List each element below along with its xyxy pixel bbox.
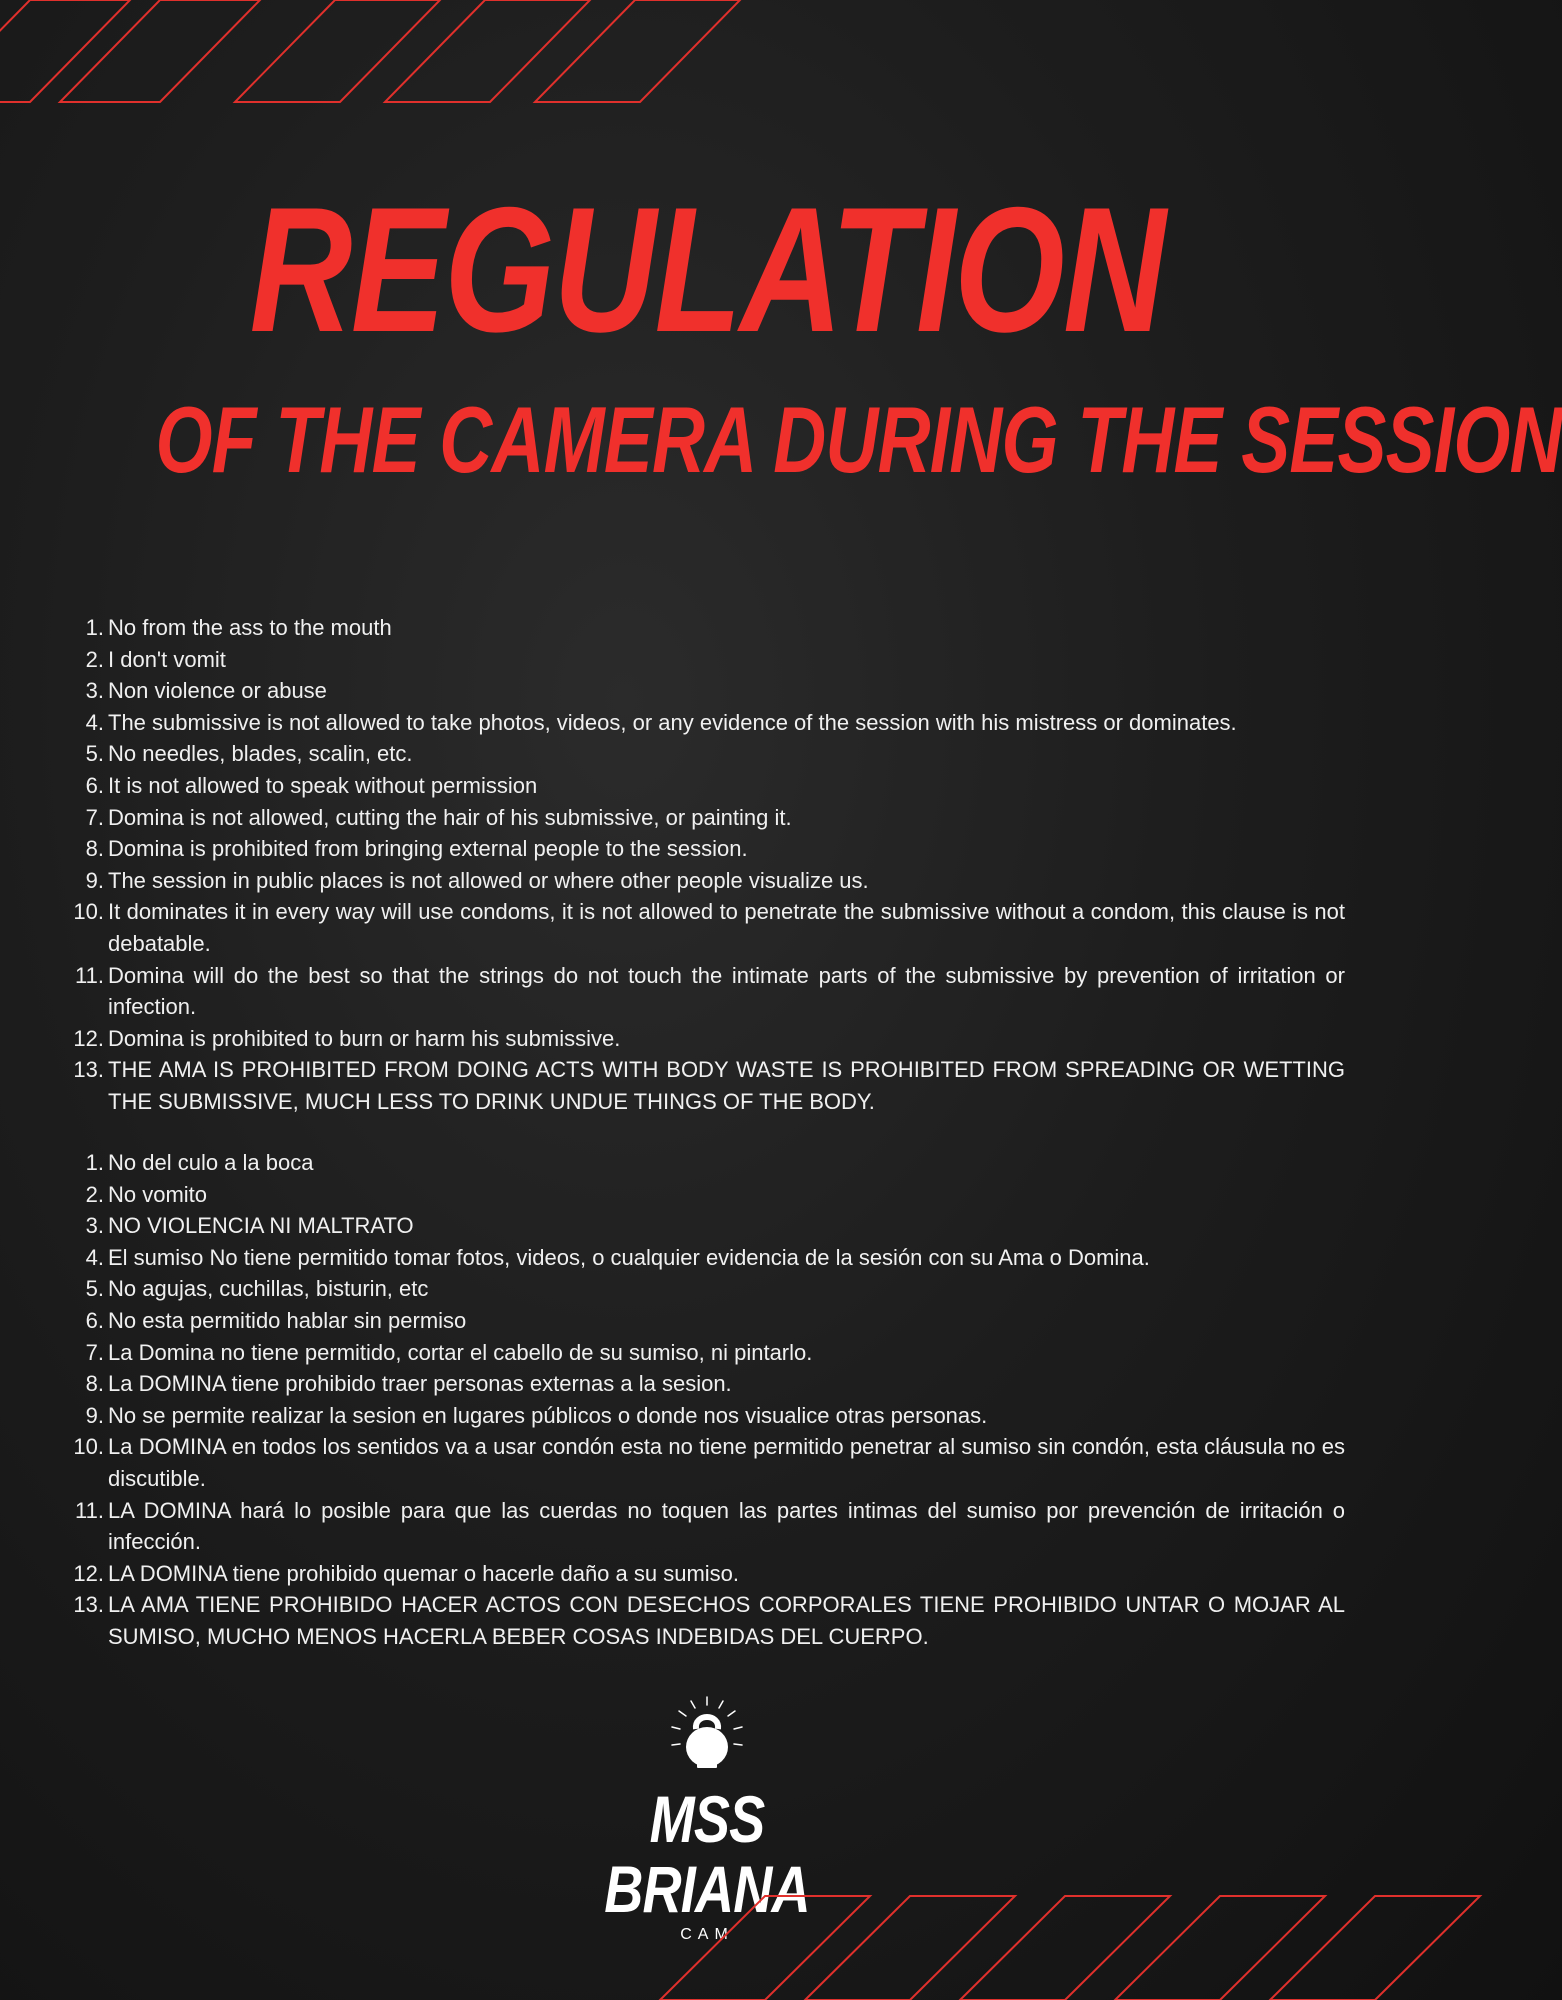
list-item: 3. NO VIOLENCIA NI MALTRATO bbox=[85, 1213, 414, 1239]
list-item: 2. No vomito bbox=[85, 1181, 208, 1207]
list-item: 6. No esta permitido hablar sin permiso bbox=[85, 1307, 467, 1333]
list-item: 1. No from the ass to the mouth bbox=[85, 615, 392, 640]
brand-subtitle: CAM bbox=[680, 1926, 734, 1943]
list-item: 10. La DOMINA en todos los sentidos va a usar condón esta no tiene permitido penetrar al sumiso sin condón, esta cláusula no es discutible. bbox=[73, 1434, 1345, 1491]
rules-list-english bbox=[70, 612, 1345, 1118]
list-item: 8. La DOMINA tiene prohibido traer personas externas a la sesion. bbox=[85, 1371, 732, 1397]
decorative-stripes-top bbox=[0, 0, 760, 110]
list-item: 3. Non violence or abuse bbox=[85, 678, 327, 704]
list-item: 12. Domina is prohibited to burn or harm his submissive. bbox=[73, 1025, 621, 1051]
list-item: 7. La Domina no tiene permitido, cortar el cabello de su sumiso, ni pintarlo. bbox=[85, 1339, 813, 1365]
list-item: 6. It is not allowed to speak without permission bbox=[85, 772, 538, 798]
kettlebell-icon bbox=[667, 1695, 747, 1775]
rules-list-spanish bbox=[70, 1147, 1345, 1653]
list-item: 4. The submissive is not allowed to take photos, videos, or any evidence of the session with his mistress or dominates. bbox=[85, 709, 1237, 735]
list-item: 10. It dominates it in every way will use condoms, it is not allowed to penetrate the submissive without a condom, this clause is not debatable. bbox=[73, 899, 1345, 956]
list-item: 4. El sumiso No tiene permitido tomar fotos, videos, o cualquier evidencia de la sesión con su Ama o Domina. bbox=[85, 1244, 1150, 1270]
list-item: 2. I don't vomit bbox=[85, 646, 226, 672]
list-item: 11. LA DOMINA hará lo posible para que las cuerdas no toquen las partes intimas del sumiso por prevención de irritación o infección. bbox=[75, 1497, 1345, 1555]
page-subtitle: OF THE CAMERA DURING THE SESSION bbox=[155, 387, 1562, 492]
list-item: 1. No del culo a la boca bbox=[85, 1150, 314, 1175]
list-item: 11. Domina will do the best so that the strings do not touch the intimate parts of the submissive by prevention of irritation or infection. bbox=[75, 962, 1345, 1020]
page-title: REGULATION bbox=[249, 170, 1165, 369]
list-item: 13. LA AMA TIENE PROHIBIDO HACER ACTOS CON DESECHOS CORPORALES TIENE PROHIBIDO UNTAR O MOJAR AL SUMISO, MUCHO MENOS HACERLA BEBER COSAS INDEBIDAS DEL CUERPO. bbox=[73, 1592, 1345, 1649]
decorative-stripes-bottom bbox=[640, 1896, 1414, 2000]
list-item: 7. Domina is not allowed, cutting the hair of his submissive, or painting it. bbox=[85, 804, 792, 830]
list-item: 12. LA DOMINA tiene prohibido quemar o hacerle daño a su sumiso. bbox=[73, 1560, 740, 1586]
list-item: 13. THE AMA IS PROHIBITED FROM DOING ACTS WITH BODY WASTE IS PROHIBITED FROM SPREADING OR WETTING THE SUBMISSIVE, MUCH LESS TO DRINK UNDUE THINGS OF THE BODY. bbox=[73, 1057, 1345, 1114]
list-item: 8. Domina is prohibited from bringing external people to the session. bbox=[85, 836, 748, 862]
list-item: 5. No needles, blades, scalin, etc. bbox=[85, 741, 413, 767]
list-item: 9. No se permite realizar la sesion en lugares públicos o donde nos visualice otras personas. bbox=[85, 1402, 988, 1428]
brand-name: MSS BRIANA bbox=[604, 1782, 810, 1926]
list-item: 5. No agujas, cuchillas, bisturin, etc bbox=[85, 1276, 429, 1302]
list-item: 9. The session in public places is not allowed or where other people visualize us. bbox=[85, 867, 869, 893]
